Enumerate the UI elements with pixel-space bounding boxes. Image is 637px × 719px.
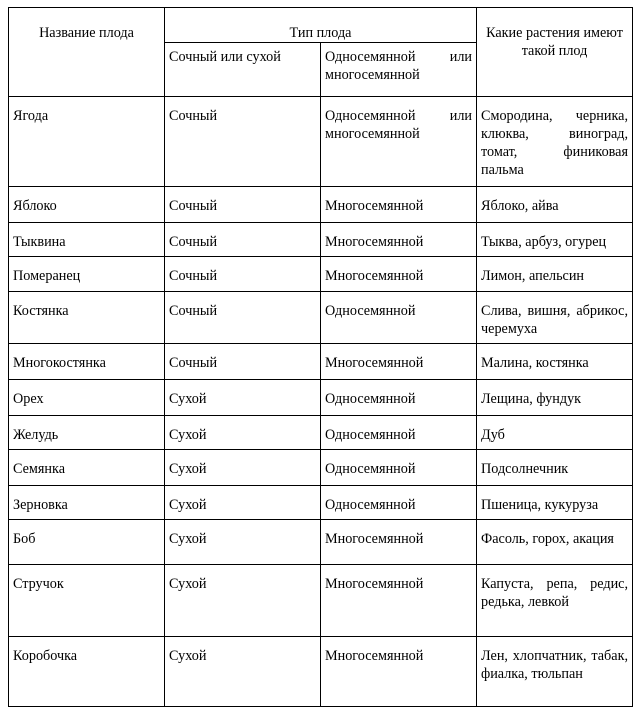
juicy-type-cell: Сочный bbox=[165, 257, 321, 292]
table-row bbox=[9, 637, 633, 707]
plants-cell: Тыква, арбуз, огурец bbox=[477, 223, 633, 257]
table-row bbox=[9, 97, 633, 187]
plants-cell: Лещина, фундук bbox=[477, 380, 633, 416]
seed-type-cell: Многосемянной bbox=[321, 637, 477, 707]
seed-type-cell: Многосемянной bbox=[321, 344, 477, 380]
juicy-type-cell: Сухой bbox=[165, 486, 321, 520]
juicy-type-cell: Сухой bbox=[165, 637, 321, 707]
plants-cell: Смородина, черника, клюква, виноград, томат, финиковая пальма bbox=[477, 97, 633, 187]
header-juicy: Сочный или сухой bbox=[165, 43, 321, 97]
plants-cell: Лен, хлопчатник, табак, фиалка, тюльпан bbox=[477, 637, 633, 707]
seed-type-cell: Односемянной bbox=[321, 380, 477, 416]
seed-type-cell: Односемянной bbox=[321, 486, 477, 520]
fruit-table bbox=[8, 7, 633, 707]
header-name: Название плода bbox=[9, 8, 165, 97]
seed-type-cell: Многосемянной bbox=[321, 223, 477, 257]
fruit-name-cell: Семянка bbox=[9, 450, 165, 486]
table-row bbox=[9, 257, 633, 292]
table-row bbox=[9, 380, 633, 416]
header-plants: Какие растения имеют такой плод bbox=[477, 8, 633, 97]
juicy-type-cell: Сочный bbox=[165, 187, 321, 223]
fruit-name-cell: Желудь bbox=[9, 416, 165, 450]
juicy-type-cell: Сухой bbox=[165, 520, 321, 565]
juicy-type-cell: Сухой bbox=[165, 416, 321, 450]
juicy-type-cell: Сочный bbox=[165, 344, 321, 380]
juicy-type-cell: Сочный bbox=[165, 292, 321, 344]
header-row bbox=[9, 8, 633, 43]
seed-type-cell: Многосемянной bbox=[321, 520, 477, 565]
table-row bbox=[9, 223, 633, 257]
plants-cell: Пшеница, кукуруза bbox=[477, 486, 633, 520]
fruit-name-cell: Боб bbox=[9, 520, 165, 565]
fruit-name-cell: Стручок bbox=[9, 565, 165, 637]
fruit-name-cell: Многокостянка bbox=[9, 344, 165, 380]
fruit-name-cell: Коробочка bbox=[9, 637, 165, 707]
table-row bbox=[9, 486, 633, 520]
fruit-name-cell: Яблоко bbox=[9, 187, 165, 223]
header-type-group: Тип плода bbox=[165, 8, 477, 43]
plants-cell: Фасоль, горох, акация bbox=[477, 520, 633, 565]
table-row bbox=[9, 565, 633, 637]
juicy-type-cell: Сочный bbox=[165, 97, 321, 187]
seed-type-cell: Многосемянной bbox=[321, 565, 477, 637]
plants-cell: Капуста, репа, редис, редька, левкой bbox=[477, 565, 633, 637]
juicy-type-cell: Сухой bbox=[165, 565, 321, 637]
plants-cell: Яблоко, айва bbox=[477, 187, 633, 223]
seed-type-cell: Многосемянной bbox=[321, 257, 477, 292]
juicy-type-cell: Сухой bbox=[165, 380, 321, 416]
plants-cell: Дуб bbox=[477, 416, 633, 450]
fruit-name-cell: Тыквина bbox=[9, 223, 165, 257]
fruit-name-cell: Орех bbox=[9, 380, 165, 416]
fruit-name-cell: Ягода bbox=[9, 97, 165, 187]
table-row bbox=[9, 416, 633, 450]
table-row bbox=[9, 520, 633, 565]
fruit-name-cell: Костянка bbox=[9, 292, 165, 344]
juicy-type-cell: Сочный bbox=[165, 223, 321, 257]
fruit-name-cell: Померанец bbox=[9, 257, 165, 292]
table-row bbox=[9, 344, 633, 380]
seed-type-cell: Односемянной bbox=[321, 416, 477, 450]
seed-type-cell: Односемянной или многосемянной bbox=[321, 97, 477, 187]
juicy-type-cell: Сухой bbox=[165, 450, 321, 486]
plants-cell: Слива, вишня, абрикос, черемуха bbox=[477, 292, 633, 344]
plants-cell: Подсолнечник bbox=[477, 450, 633, 486]
header-seeds: Односемянной или многосемянной bbox=[321, 43, 477, 97]
table-row bbox=[9, 292, 633, 344]
table-row bbox=[9, 450, 633, 486]
seed-type-cell: Односемянной bbox=[321, 450, 477, 486]
table-row bbox=[9, 187, 633, 223]
seed-type-cell: Односемянной bbox=[321, 292, 477, 344]
plants-cell: Малина, костянка bbox=[477, 344, 633, 380]
fruit-name-cell: Зерновка bbox=[9, 486, 165, 520]
seed-type-cell: Многосемянной bbox=[321, 187, 477, 223]
plants-cell: Лимон, апельсин bbox=[477, 257, 633, 292]
